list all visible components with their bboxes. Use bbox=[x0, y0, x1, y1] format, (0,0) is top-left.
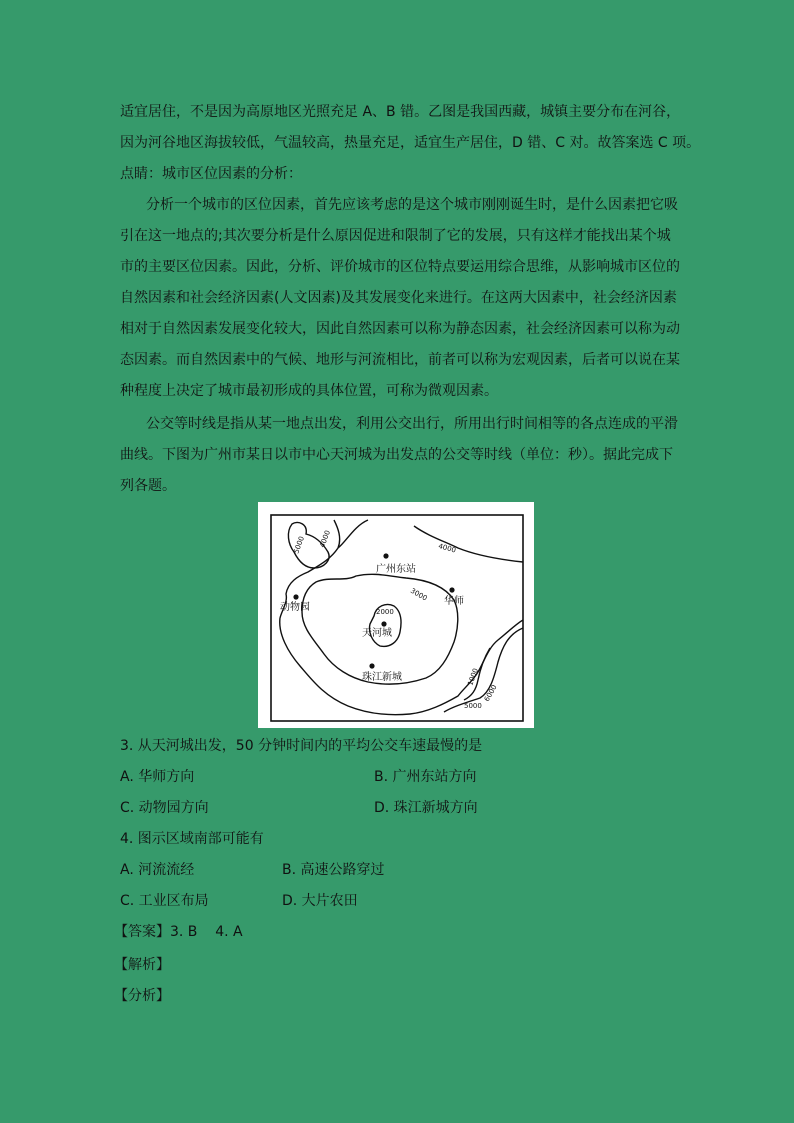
option-c: C. 工业区布局 bbox=[120, 893, 209, 909]
text-line: 分析一个城市的区位因素，首先应该考虑的是这个城市刚刚诞生时，是什么因素把它吸 bbox=[146, 197, 678, 213]
point-huashi bbox=[449, 587, 454, 592]
point-guangzhou-east bbox=[383, 553, 388, 558]
option-a: A. 华师方向 bbox=[120, 769, 195, 785]
label-guangzhou-east: 广州东站 bbox=[376, 564, 416, 575]
option-d: D. 珠江新城方向 bbox=[374, 800, 478, 816]
contour-label: 6000 bbox=[482, 683, 499, 703]
question-stem: 3. 从天河城出发，50 分钟时间内的平均公交车速最慢的是 bbox=[120, 738, 483, 754]
option-d: D. 大片农田 bbox=[282, 893, 358, 909]
text-line: 自然因素和社会经济因素(人文因素)及其发展变化来进行。在这两大因素中，社会经济因素 bbox=[120, 290, 677, 306]
label-zoo: 动物园 bbox=[280, 602, 310, 613]
contour-label: 5000 bbox=[464, 702, 482, 710]
answer-label: 【答案】3. B 4. A bbox=[114, 924, 243, 940]
map-frame bbox=[271, 515, 523, 721]
map-svg bbox=[258, 502, 534, 728]
text-line: 公交等时线是指从某一地点出发，利用公交出行，所用出行时间相等的各点连成的平滑 bbox=[146, 416, 678, 432]
contour-label: 4000 bbox=[318, 529, 332, 549]
point-tianhe bbox=[381, 621, 386, 626]
text-line: 市的主要区位因素。因此，分析、评价城市的区位特点要运用综合思维，从影响城市区位的 bbox=[120, 259, 680, 275]
text-line: 适宜居住，不是因为高原地区光照充足 A、B 错。乙图是我国西藏，城镇主要分布在河谷， bbox=[120, 104, 681, 120]
label-tianhe: 天河城 bbox=[362, 628, 392, 639]
text-line: 态因素。而自然因素中的气候、地形与河流相比，前者可以称为宏观因素，后者可以说在某 bbox=[120, 352, 680, 368]
option-a: A. 河流流经 bbox=[120, 862, 195, 878]
analysis-label: 【解析】 bbox=[114, 957, 170, 973]
option-b: B. 广州东站方向 bbox=[374, 769, 477, 785]
text-line: 种程度上决定了城市最初形成的具体位置，可称为微观因素。 bbox=[120, 383, 498, 399]
contour-label: 3000 bbox=[409, 586, 429, 603]
text-line: 因为河谷地区海拔较低，气温较高，热量充足，适宜生产居住，D 错、C 对。故答案选 C 项。 bbox=[120, 135, 701, 151]
option-c: C. 动物园方向 bbox=[120, 800, 209, 816]
text-line: 相对于自然因素发展变化较大，因此自然因素可以称为静态因素，社会经济因素可以称为动 bbox=[120, 321, 680, 337]
text-line: 点睛：城市区位因素的分析： bbox=[120, 166, 302, 182]
text-line: 列各题。 bbox=[120, 478, 176, 494]
label-huashi: 华师 bbox=[444, 596, 464, 607]
contour-label: 1000 bbox=[466, 667, 480, 687]
contour-label: 4000 bbox=[437, 542, 457, 555]
contour-label: 5000 bbox=[292, 535, 306, 555]
question-stem: 4. 图示区域南部可能有 bbox=[120, 831, 264, 847]
point-zhujiang bbox=[369, 663, 374, 668]
point-zoo bbox=[293, 594, 298, 599]
label-zhujiang: 珠江新城 bbox=[362, 672, 402, 683]
text-line: 引在这一地点的;其次要分析是什么原因促进和限制了它的发展，只有这样才能找出某个城 bbox=[120, 228, 671, 244]
fenxi-label: 【分析】 bbox=[114, 988, 170, 1004]
option-b: B. 高速公路穿过 bbox=[282, 862, 385, 878]
isochrone-map bbox=[258, 502, 534, 728]
text-line: 曲线。下图为广州市某日以市中心天河城为出发点的公交等时线（单位：秒）。据此完成下 bbox=[120, 447, 673, 463]
contour-label: 2000 bbox=[376, 608, 394, 616]
